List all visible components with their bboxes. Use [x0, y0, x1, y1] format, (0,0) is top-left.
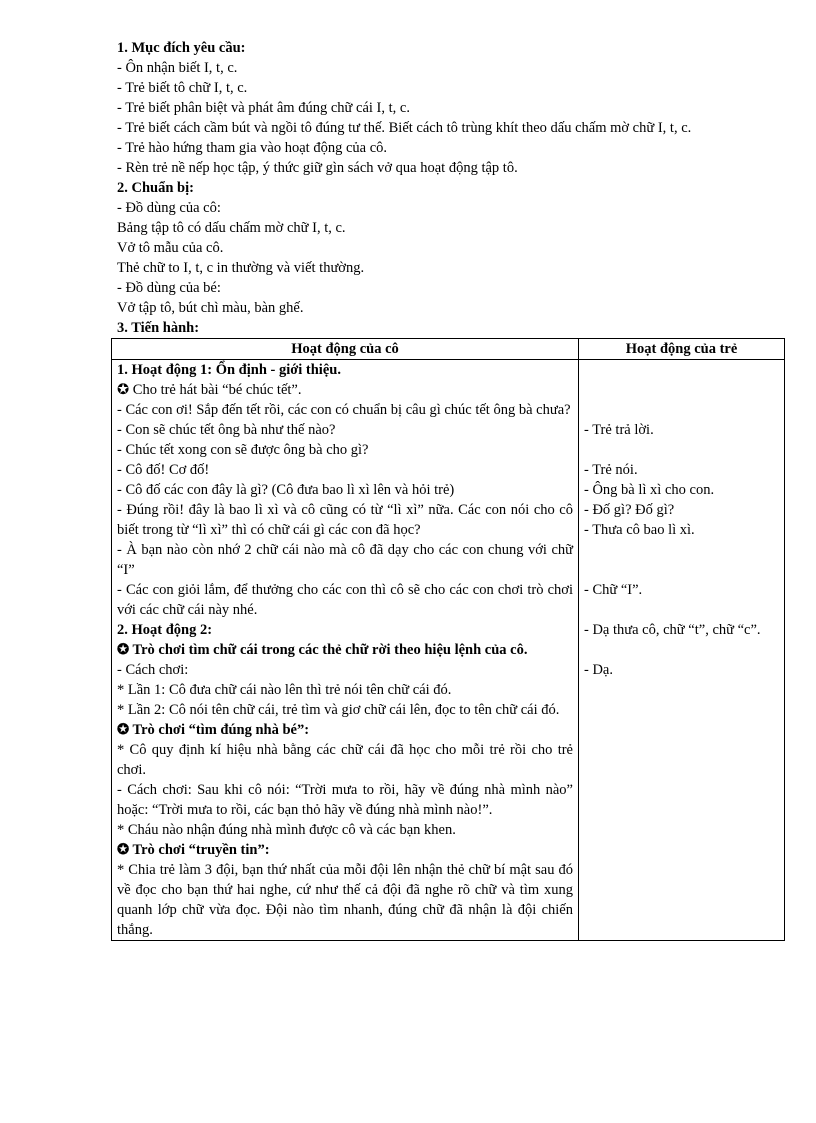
teacher-line: * Lần 1: Cô đưa chữ cái nào lên thì trẻ nói tên chữ cái đó. [117, 682, 452, 698]
teacher-line: - À bạn nào còn nhớ 2 chữ cái nào mà cô đã dạy cho các con chung với chữ “I” [117, 542, 573, 578]
child-line: - Ông bà lì xì cho con. [584, 482, 715, 498]
child-activity-cell [579, 360, 785, 941]
section-3-heading: 3. Tiến hành: [117, 320, 200, 336]
objective-item: - Ôn nhận biết I, t, c. [117, 60, 238, 76]
child-line: - Dạ thưa cô, chữ “t”, chữ “c”. [584, 622, 761, 638]
teacher-line: 1. Hoạt động 1: Ổn định - giới thiệu. [117, 362, 341, 378]
teacher-line: - Cách chơi: [117, 662, 189, 678]
child-line: - Trẻ trả lời. [584, 422, 654, 438]
table-body-row [112, 360, 785, 941]
teacher-line: ✪ Trò chơi “truyền tin”: [117, 842, 270, 858]
teacher-column-header: Hoạt động của cô [112, 339, 579, 360]
preparation-item: - Đồ dùng của cô: [117, 200, 221, 216]
objective-item: - Rèn trẻ nề nếp học tập, ý thức giữ gìn sách vở qua hoạt động tập tô. [117, 160, 518, 176]
section-2-heading: 2. Chuẩn bị: [117, 180, 194, 196]
teacher-line: - Các con ơi! Sắp đến tết rồi, các con có chuẩn bị câu gì chúc tết ông bà chưa? [117, 402, 571, 418]
teacher-line: - Cô đố các con đây là gì? (Cô đưa bao lì xì lên và hỏi trẻ) [117, 482, 455, 498]
teacher-line: - Đúng rồi! đây là bao lì xì và cô cũng có từ “lì xì” nữa. Các con nói cho cô biết trong từ “lì xì” thì có chữ cái gì các con đã học? [117, 502, 573, 538]
teacher-line: - Các con giỏi lắm, để thưởng cho các con thì cô sẽ cho các con chơi trò chơi với các chữ cái này nhé. [117, 582, 573, 618]
teacher-line: - Cách chơi: Sau khi cô nói: “Trời mưa to rồi, hãy về đúng nhà mình nào” hoặc: “Trời mưa to rồi, các bạn thỏ hãy về đúng nhà mình nào!”. [117, 782, 573, 818]
teacher-line: - Cô đố! Cơ đố! [117, 462, 210, 478]
objective-item: - Trẻ biết phân biệt và phát âm đúng chữ cái I, t, c. [117, 100, 410, 116]
preparation-item: Thẻ chữ to I, t, c in thường và viết thường. [117, 260, 365, 276]
preparation-item: Vở tô mẫu của cô. [117, 240, 224, 256]
child-line: - Chữ “I”. [584, 582, 643, 598]
preparation-item: - Đồ dùng của bé: [117, 280, 221, 296]
teacher-line: - Con sẽ chúc tết ông bà như thế nào? [117, 422, 336, 438]
table-header-row [112, 339, 785, 360]
section-1-heading: 1. Mục đích yêu cầu: [117, 40, 246, 56]
objective-item: - Trẻ biết cách cầm bút và ngồi tô đúng tư thế. Biết cách tô trùng khít theo dấu chấm mờ chữ I, t, c. [117, 120, 692, 136]
teacher-line: ✪ Trò chơi “tìm đúng nhà bé”: [117, 722, 310, 738]
teacher-line: * Lần 2: Cô nói tên chữ cái, trẻ tìm và giơ chữ cái lên, đọc to tên chữ cái đó. [117, 702, 560, 718]
document-page [117, 38, 785, 941]
teacher-line: ✪ Cho trẻ hát bài “bé chúc tết”. [117, 382, 302, 398]
child-line: - Thưa cô bao lì xì. [584, 522, 695, 538]
teacher-activity-cell [112, 360, 579, 941]
teacher-line: * Chia trẻ làm 3 đội, bạn thứ nhất của mỗi đội lên nhận thẻ chữ bí mật sau đó về đọc cho bạn thứ hai nghe, cứ như thế cả đội đã nghe rõ chữ và tìm xung quanh lớp chữ vừa đọc. Đội nào tìm nhanh, đúng chữ đã nhận là đội chiến thắng. [117, 862, 573, 938]
child-line: - Trẻ nói. [584, 462, 638, 478]
child-column-header: Hoạt động của trẻ [579, 339, 785, 360]
preparation-item: Vở tập tô, bút chì màu, bàn ghế. [117, 300, 304, 316]
teacher-line: * Cô quy định kí hiệu nhà bằng các chữ cái đã học cho mỗi trẻ rồi cho trẻ chơi. [117, 742, 573, 778]
child-line: - Đố gì? Đố gì? [584, 502, 675, 518]
teacher-line: - Chúc tết xong con sẽ được ông bà cho gì? [117, 442, 369, 458]
objective-item: - Trẻ hào hứng tham gia vào hoạt động của cô. [117, 140, 388, 156]
child-line: - Dạ. [584, 662, 613, 678]
teacher-line: * Cháu nào nhận đúng nhà mình được cô và các bạn khen. [117, 822, 456, 838]
preparation-item: Bảng tập tô có dấu chấm mờ chữ I, t, c. [117, 220, 346, 236]
activity-table [111, 338, 785, 941]
teacher-line: 2. Hoạt động 2: [117, 622, 213, 638]
objective-item: - Trẻ biết tô chữ I, t, c. [117, 80, 248, 96]
teacher-line: ✪ Trò chơi tìm chữ cái trong các thẻ chữ rời theo hiệu lệnh của cô. [117, 642, 528, 658]
